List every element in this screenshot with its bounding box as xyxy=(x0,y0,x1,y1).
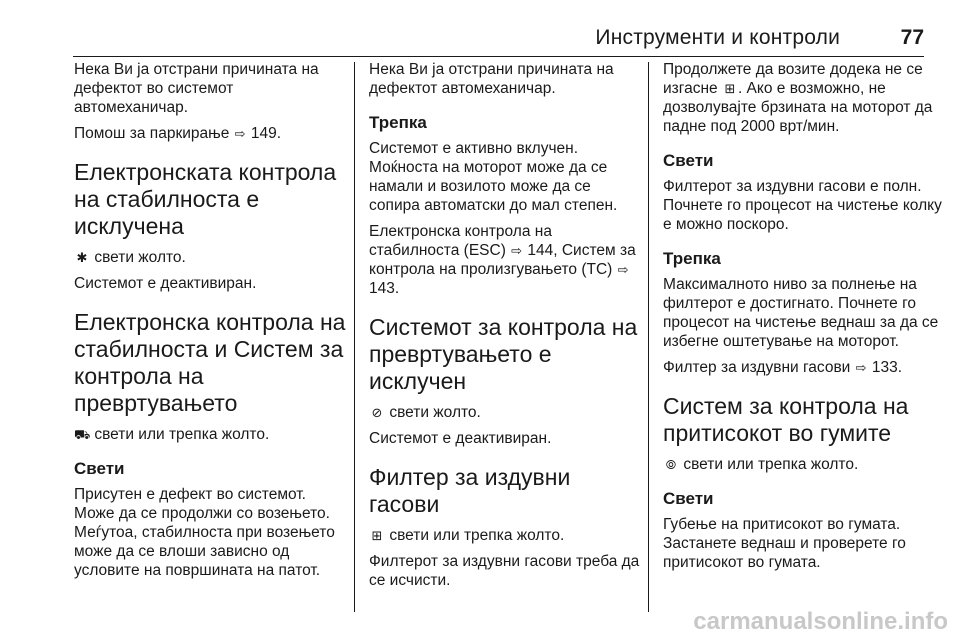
tc-off-lamp-text: свети жолто. xyxy=(389,404,481,421)
watermark: carmanualsonline.info xyxy=(693,608,948,635)
page-ref-arrow-icon: ⇨ xyxy=(234,126,246,141)
heading-lights: Свети xyxy=(663,489,714,508)
page-section-title: Инструменти и контроли xyxy=(595,26,840,49)
esc-ref-text: Електронска контрола на стабилноста (ESC) xyxy=(369,223,552,259)
column-3 xyxy=(663,60,949,614)
esc-lamp-icon: ⛟ xyxy=(74,427,91,442)
tire-pressure-lamp-icon: ⦾ xyxy=(665,457,677,472)
filter-lamp-text: свети или трепка жолто. xyxy=(389,527,565,544)
column-1 xyxy=(74,60,346,614)
page-ref-arrow-icon: ⇨ xyxy=(855,360,867,375)
heading-flashes: Трепка xyxy=(369,113,427,132)
esc-off-lamp-text: свети жолто. xyxy=(94,249,186,266)
filter-ref-text: Филтер за издувни гасови xyxy=(663,359,855,376)
paragraph-filter-lamp xyxy=(369,526,641,545)
exhaust-filter-lamp-icon: ⊞ xyxy=(724,81,736,96)
paragraph-filter-ref xyxy=(663,358,949,377)
paragraph-esc-lamp xyxy=(74,425,346,444)
paragraph-esc-off-lamp xyxy=(74,248,346,267)
esc-page-ref[interactable]: 144, Систем за контрола на пролизгувањето (TC) xyxy=(369,242,636,278)
heading-lights: Свети xyxy=(74,459,125,478)
tc-off-lamp-icon: ⊘ xyxy=(371,405,383,420)
page-ref-arrow-icon: ⇨ xyxy=(511,243,523,258)
heading-tc-off: Системот за контрола на превртувањето е исклучен xyxy=(369,314,638,394)
paragraph-esc-deactivated: Системот е деактивиран. xyxy=(74,275,257,292)
paragraph-system-active: Системот е активно вклучен. Моќноста на моторот може да се намали и возилото може да се сопира автоматски до мал степен. xyxy=(369,140,618,214)
header-rule xyxy=(73,56,924,57)
paragraph-tc-deactivated: Системот е деактивиран. xyxy=(369,430,552,447)
column-divider-2 xyxy=(648,62,649,612)
paragraph-tc-off-lamp xyxy=(369,403,641,422)
heading-exhaust-filter: Филтер за издувни гасови xyxy=(369,464,571,517)
paragraph-filter-clean: Филтерот за издувни гасови треба да се исчисти. xyxy=(369,553,640,589)
paragraph-pressure-loss: Губење на притисокот во гумата. Застанете веднаш и проверете го притисокот во гумата. xyxy=(663,516,906,571)
parking-page-ref[interactable]: 149. xyxy=(250,125,282,142)
heading-tpms: Систем за контрола на притисокот во гумите xyxy=(663,393,909,446)
page-header xyxy=(0,0,960,58)
heading-lights: Свети xyxy=(663,151,714,170)
paragraph-esc-tc-refs xyxy=(369,222,641,298)
column-2 xyxy=(369,60,641,614)
heading-flashes: Трепка xyxy=(663,249,721,268)
heading-esc-off: Електронската контрола на стабилноста е исклучена xyxy=(74,159,337,239)
page-ref-arrow-icon: ⇨ xyxy=(617,262,629,277)
paragraph-filter-full: Филтерот за издувни гасови е полн. Почнете го процесот на чистење колку е можно поскоро. xyxy=(663,178,942,233)
esc-lamp-text: свети или трепка жолто. xyxy=(94,426,270,443)
keep-driving-rest: . Ако е возможно, не дозволувајте брзината на моторот да падне под 2000 врт/мин. xyxy=(663,80,933,135)
paragraph-fault-mechanic: Нека Ви ја отстрани причината на дефектот автомеханичар. xyxy=(369,61,614,97)
paragraph-tpms-lamp xyxy=(663,455,949,474)
exhaust-filter-lamp-icon: ⊞ xyxy=(371,528,383,543)
tc-page-ref[interactable]: 143. xyxy=(369,280,400,297)
paragraph-parking-ref xyxy=(74,124,346,143)
paragraph-esc-fault: Присутен е дефект во системот. Може да се продолжи со возењето. Меѓутоа, стабилноста при возењето може да се влоши зависно од условите на површината на патот. xyxy=(74,486,335,579)
filter-page-ref[interactable]: 133. xyxy=(871,359,903,376)
paragraph-keep-driving xyxy=(663,60,949,136)
paragraph-filter-max: Максималното ниво за полнење на филтерот е достигнато. Почнете го процесот на чистење веднаш за да се избегне оштетување на моторот. xyxy=(663,276,939,350)
paragraph-fault-fix: Нека Ви ја отстрани причината на дефектот во системот автомеханичар. xyxy=(74,61,319,116)
keep-driving-text: Продолжете да возите додека не се изгасне xyxy=(663,61,923,97)
esc-off-lamp-icon: ✱ xyxy=(76,250,88,265)
heading-esc-tc: Електронска контрола на стабилноста и Систем за контрола на превртувањето xyxy=(74,309,346,416)
column-divider-1 xyxy=(354,62,355,612)
tpms-lamp-text: свети или трепка жолто. xyxy=(683,456,859,473)
parking-text: Помош за паркирање xyxy=(74,125,234,142)
page-number: 77 xyxy=(900,26,924,49)
